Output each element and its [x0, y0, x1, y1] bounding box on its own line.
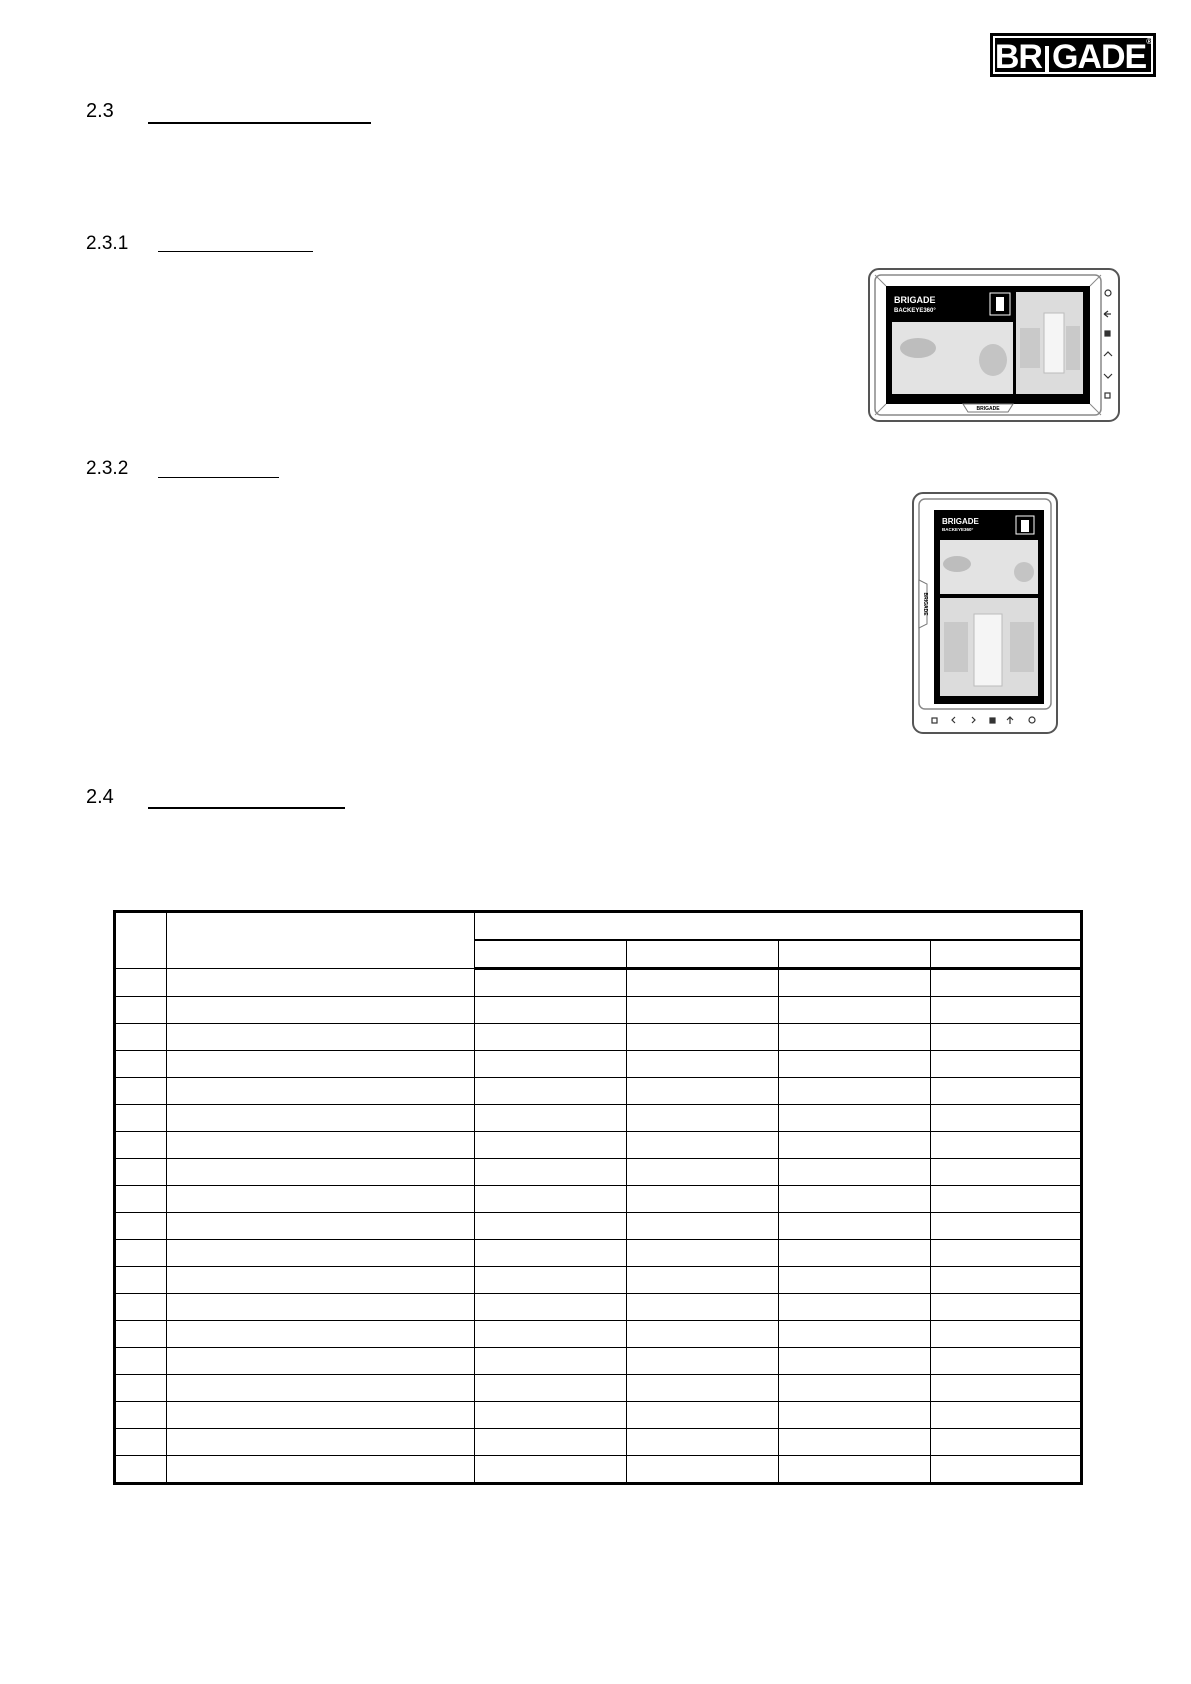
table-cell: [931, 969, 1081, 997]
stop-icon: [990, 718, 995, 723]
table-subheader-cell-3: [779, 940, 931, 969]
table-subheader-cell-4: [931, 940, 1081, 969]
table-cell: [167, 997, 475, 1024]
table-cell: [627, 1348, 779, 1375]
table-cell: [167, 1105, 475, 1132]
table-cell: [475, 1105, 627, 1132]
table-cell: [116, 1267, 167, 1294]
table-cell: [627, 1186, 779, 1213]
table-cell: [167, 1078, 475, 1105]
table-cell: [167, 1267, 475, 1294]
table-cell: [931, 1213, 1081, 1240]
table-cell: [779, 969, 931, 997]
table-cell: [627, 997, 779, 1024]
table-header-cell-description: [167, 913, 475, 969]
stop-icon: [1105, 331, 1110, 336]
table-cell: [116, 1402, 167, 1429]
table-cell: [627, 1051, 779, 1078]
monitor-portrait-brand: BRIGADE: [942, 517, 979, 526]
table-cell: [167, 1321, 475, 1348]
table-cell: [931, 997, 1081, 1024]
table-cell: [475, 1213, 627, 1240]
table-cell: [779, 1267, 931, 1294]
section-2-3-2-number: 2.3.2: [86, 458, 129, 479]
table-cell: [116, 1456, 167, 1483]
section-2-3-2-title-underline: [158, 477, 279, 478]
monitor-portrait-product: BACKEYE360°: [942, 527, 974, 532]
table-cell: [931, 1375, 1081, 1402]
table-cell: [931, 1024, 1081, 1051]
table-cell: [475, 1159, 627, 1186]
section-2-4-title-underline: [148, 807, 345, 809]
table-row: [116, 1078, 1081, 1105]
table-cell: [627, 1429, 779, 1456]
table-cell: [116, 1159, 167, 1186]
table-row: [116, 1348, 1081, 1375]
section-2-4-number: 2.4: [86, 786, 114, 808]
table-cell: [931, 1105, 1081, 1132]
table-cell: [931, 1132, 1081, 1159]
table-cell: [779, 1213, 931, 1240]
table-row: [116, 1429, 1081, 1456]
table-cell: [627, 1267, 779, 1294]
section-2-3-number: 2.3: [86, 100, 114, 122]
table-cell: [475, 1402, 627, 1429]
table-cell: [475, 1240, 627, 1267]
table-cell: [167, 1186, 475, 1213]
table-cell: [779, 1402, 931, 1429]
table-row: [116, 1186, 1081, 1213]
table-cell: [475, 969, 627, 997]
table-cell: [627, 1132, 779, 1159]
table-cell: [475, 1375, 627, 1402]
table-cell: [167, 1051, 475, 1078]
registered-mark: ®: [1146, 37, 1152, 46]
monitor-landscape-brand: BRIGADE: [894, 295, 936, 305]
table-cell: [116, 969, 167, 997]
table-header-row-1: [116, 913, 1081, 941]
table-cell: [167, 1240, 475, 1267]
table-cell: [116, 1348, 167, 1375]
table-cell: [475, 1321, 627, 1348]
table-cell: [116, 1132, 167, 1159]
table-cell: [116, 1294, 167, 1321]
table-cell: [116, 1186, 167, 1213]
table-cell: [627, 1294, 779, 1321]
table-cell: [475, 1186, 627, 1213]
table-row: [116, 1456, 1081, 1483]
table-row: [116, 969, 1081, 997]
table-cell: [779, 1186, 931, 1213]
table-cell: [167, 1348, 475, 1375]
table-cell: [627, 1375, 779, 1402]
table-cell: [116, 1240, 167, 1267]
table-cell: [779, 1051, 931, 1078]
table-cell: [779, 1375, 931, 1402]
monitor-landscape-image: [868, 268, 1120, 422]
table-cell: [167, 1213, 475, 1240]
table-cell: [779, 1429, 931, 1456]
table-cell: [931, 1456, 1081, 1483]
table-cell: [779, 1024, 931, 1051]
section-2-3-1-number: 2.3.1: [86, 233, 129, 254]
table-cell: [116, 1429, 167, 1456]
table-cell: [116, 1213, 167, 1240]
table-cell: [167, 1132, 475, 1159]
table-cell: [627, 1240, 779, 1267]
table-row: [116, 1375, 1081, 1402]
table-row: [116, 1240, 1081, 1267]
table-row: [116, 1267, 1081, 1294]
table-cell: [627, 1213, 779, 1240]
table-row: [116, 1294, 1081, 1321]
table-cell: [627, 1321, 779, 1348]
table-cell: [475, 1429, 627, 1456]
table-cell: [116, 997, 167, 1024]
section-2-3-1-title-underline: [158, 251, 313, 252]
table-cell: [931, 1051, 1081, 1078]
table-cell: [475, 1294, 627, 1321]
table-cell: [475, 1456, 627, 1483]
table-cell: [627, 969, 779, 997]
table-cell: [475, 997, 627, 1024]
table-cell: [475, 1348, 627, 1375]
table-cell: [167, 1159, 475, 1186]
table-cell: [167, 1429, 475, 1456]
table-cell: [116, 1051, 167, 1078]
table-cell: [167, 1024, 475, 1051]
monitor-portrait-image: [912, 492, 1058, 734]
table-cell: [779, 1078, 931, 1105]
table-cell: [931, 1159, 1081, 1186]
table-cell: [167, 969, 475, 997]
table-row: [116, 1105, 1081, 1132]
table-subheader-cell-2: [627, 940, 779, 969]
table-header-cell-group: [475, 913, 1081, 941]
table-cell: [931, 1078, 1081, 1105]
table-cell: [167, 1375, 475, 1402]
table-cell: [931, 1402, 1081, 1429]
table-cell: [931, 1429, 1081, 1456]
table-row: [116, 1321, 1081, 1348]
table-cell: [627, 1402, 779, 1429]
monitor-landscape-product: BACKEYE360°: [894, 308, 936, 314]
table-cell: [627, 1024, 779, 1051]
table-cell: [475, 1051, 627, 1078]
table-row: [116, 1132, 1081, 1159]
table-cell: [779, 1294, 931, 1321]
table-cell: [475, 1024, 627, 1051]
table-cell: [167, 1294, 475, 1321]
table-row: [116, 1402, 1081, 1429]
table-cell: [627, 1159, 779, 1186]
table-cell: [116, 1375, 167, 1402]
brigade-logo: BR GADE®: [990, 33, 1156, 77]
table-cell: [779, 1456, 931, 1483]
table-cell: [475, 1078, 627, 1105]
table-cell: [475, 1132, 627, 1159]
table-cell: [167, 1456, 475, 1483]
table-row: [116, 1024, 1081, 1051]
monitor-portrait-side-brand: BRIGADE: [922, 592, 928, 616]
table-cell: [116, 1078, 167, 1105]
table-subheader-cell-1: [475, 940, 627, 969]
table-cell: [931, 1321, 1081, 1348]
table-row: [116, 1159, 1081, 1186]
table-row: [116, 1213, 1081, 1240]
table-cell: [116, 1024, 167, 1051]
table-cell: [627, 1456, 779, 1483]
table-row: [116, 1051, 1081, 1078]
table-cell: [116, 1321, 167, 1348]
table-cell: [779, 1159, 931, 1186]
table-cell: [167, 1402, 475, 1429]
table-cell: [779, 1348, 931, 1375]
table-cell: [931, 1240, 1081, 1267]
table-cell: [931, 1186, 1081, 1213]
table-cell: [931, 1267, 1081, 1294]
table-cell: [116, 1105, 167, 1132]
table-cell: [779, 1105, 931, 1132]
section-2-3-title-underline: [148, 122, 371, 124]
table-cell: [931, 1294, 1081, 1321]
data-table: [115, 912, 1081, 1483]
table-row: [116, 997, 1081, 1024]
table-cell: [475, 1267, 627, 1294]
table-cell: [779, 1321, 931, 1348]
table-cell: [779, 1240, 931, 1267]
table-cell: [627, 1078, 779, 1105]
table-cell: [779, 997, 931, 1024]
table-cell: [931, 1348, 1081, 1375]
table-header-cell-number: [116, 913, 167, 969]
monitor-landscape-footer-brand: BRIGADE: [976, 406, 1000, 412]
table-cell: [779, 1132, 931, 1159]
table-cell: [627, 1105, 779, 1132]
